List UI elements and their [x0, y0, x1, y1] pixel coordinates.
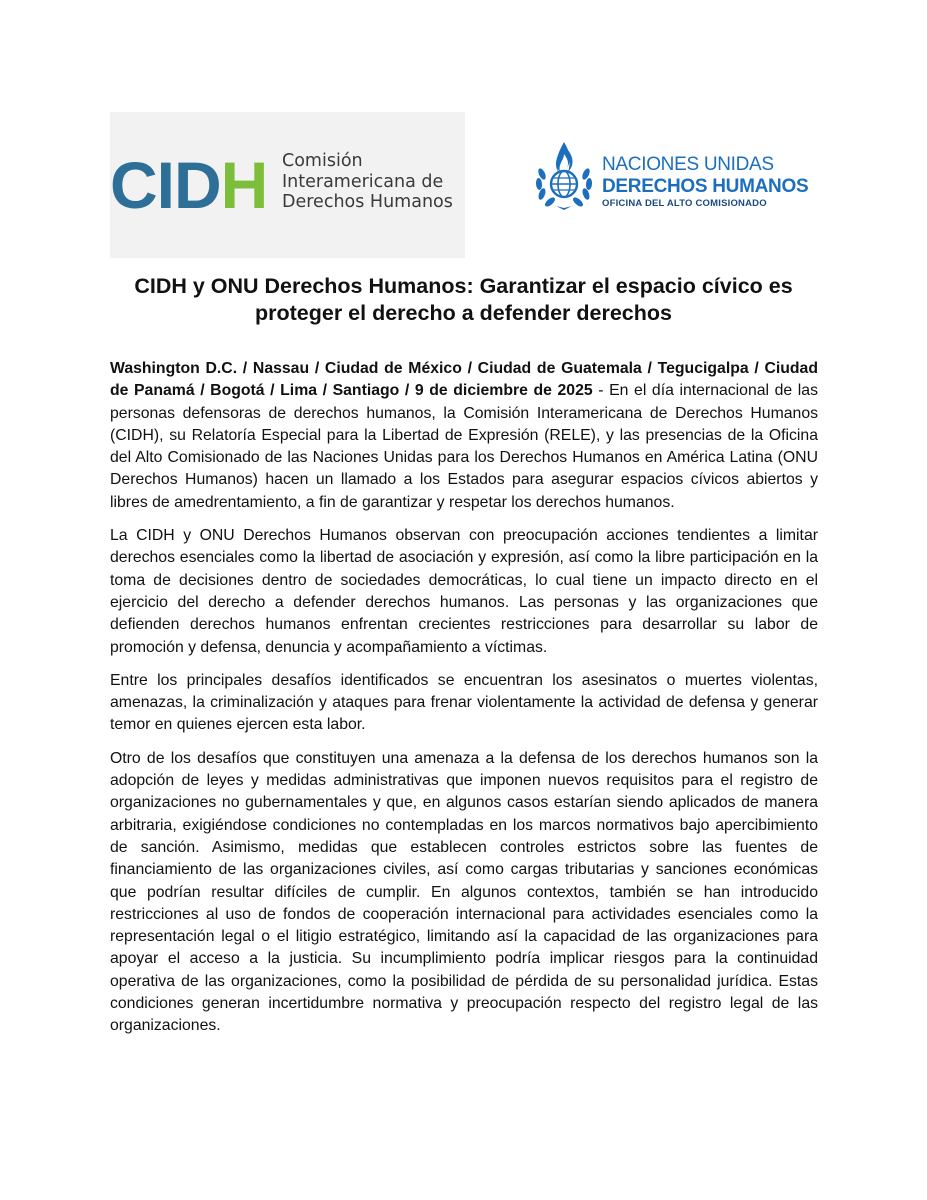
un-wreath-flame-icon — [530, 138, 598, 212]
press-release-title: CIDH y ONU Derechos Humanos: Garantizar el espacio cívico es proteger el derecho a defender derechos — [134, 274, 793, 325]
paragraph: La CIDH y ONU Derechos Humanos observan con preocupación acciones tendientes a limitar derechos esenciales como la libertad de asociación y expresión, así como la libre participación en la toma de decisiones dentro de sociedades democráticas, lo cual tiene un impacto directo en el ejercicio del derecho a defender derechos humanos. Las personas y las organizaciones que defienden derechos humanos enfrentan crecientes restricciones para desarrollar su labor de promoción y defensa, denuncia y acompañamiento a víctimas. — [110, 527, 818, 656]
onu-office-line: OFICINA DEL ALTO COMISIONADO — [602, 198, 767, 209]
cidh-name-line: Derechos Humanos — [282, 192, 453, 212]
onu-logo — [530, 138, 820, 218]
cidh-logo — [110, 150, 470, 220]
onu-name-line: NACIONES UNIDAS — [602, 154, 774, 175]
cidh-wordmark — [110, 150, 267, 220]
paragraph: Entre los principales desafíos identificados se encuentran los asesinatos o muertes violentas, amenazas, la criminalización y ataques para frenar violentamente la actividad de defensa y generar temor en quienes ejercen esta labor. — [110, 671, 818, 734]
paragraph: Otro de los desafíos que constituyen una amenaza a la defensa de los derechos humanos son la adopción de leyes y medidas administrativas que imponen nuevos requisitos para el registro de organizaciones no gubernamentales y que, en algunos casos estarían siendo aplicados de manera arbitraria, exigiéndose condiciones no contempladas en los marcos normativos bajo apercibimiento de sanción. Asimismo, medidas que establecen controles estrictos sobre las fuentes de financiamiento de las organizaciones civiles, así como cargas tributarias y sanciones económicas que podrían resultar difíciles de cumplir. En algunos contextos, también se han introducido restricciones al uso de fondos de cooperación internacional para actividades esenciales como la representación legal o el litigio estratégico, limitando así la capacidad de las organizaciones para apoyar el acceso a la justicia. Su incumplimiento podría implicar riesgos para la continuidad operativa de las organizaciones, como la posibilidad de pérdida de su personalidad jurídica. Estas condiciones generan incertidumbre normativa y preocupación respecto del registro legal de las organizaciones. — [110, 749, 818, 1035]
paragraph-text: - En el día internacional de las personas defensoras de derechos humanos, la Comisión Interamericana de Derechos Humanos (CIDH), su Relatoría Especial para la Libertad de Expresión (RELE), y las presencias de la Oficina del Alto Comisionado de las Naciones Unidas para los Derechos Humanos en América Latina (ONU Derechos Humanos) hacen un llamado a los Estados para asegurar espacios cívicos abiertos y libres de amedrentamiento, a fin de garantizar y respetar los derechos humanos. — [110, 382, 818, 511]
paragraph — [110, 358, 818, 514]
cidh-name-line: Interamericana de — [282, 171, 444, 192]
press-release-body — [110, 358, 818, 1049]
cidh-wordmark-accent: H — [220, 148, 268, 222]
cidh-fullname — [282, 151, 453, 213]
cidh-name-line: Comisión — [282, 151, 363, 171]
onu-name-line: DERECHOS HUMANOS — [602, 176, 809, 197]
cidh-wordmark-main: CID — [110, 148, 221, 222]
onu-text — [602, 154, 808, 211]
dateline: Washington D.C. / Nassau / Ciudad de México / Ciudad de Guatemala / Tegucigalpa / Ciudad de Panamá / Bogotá / Lima / Santiago / 9 de diciembre de 2025 — [110, 360, 818, 400]
